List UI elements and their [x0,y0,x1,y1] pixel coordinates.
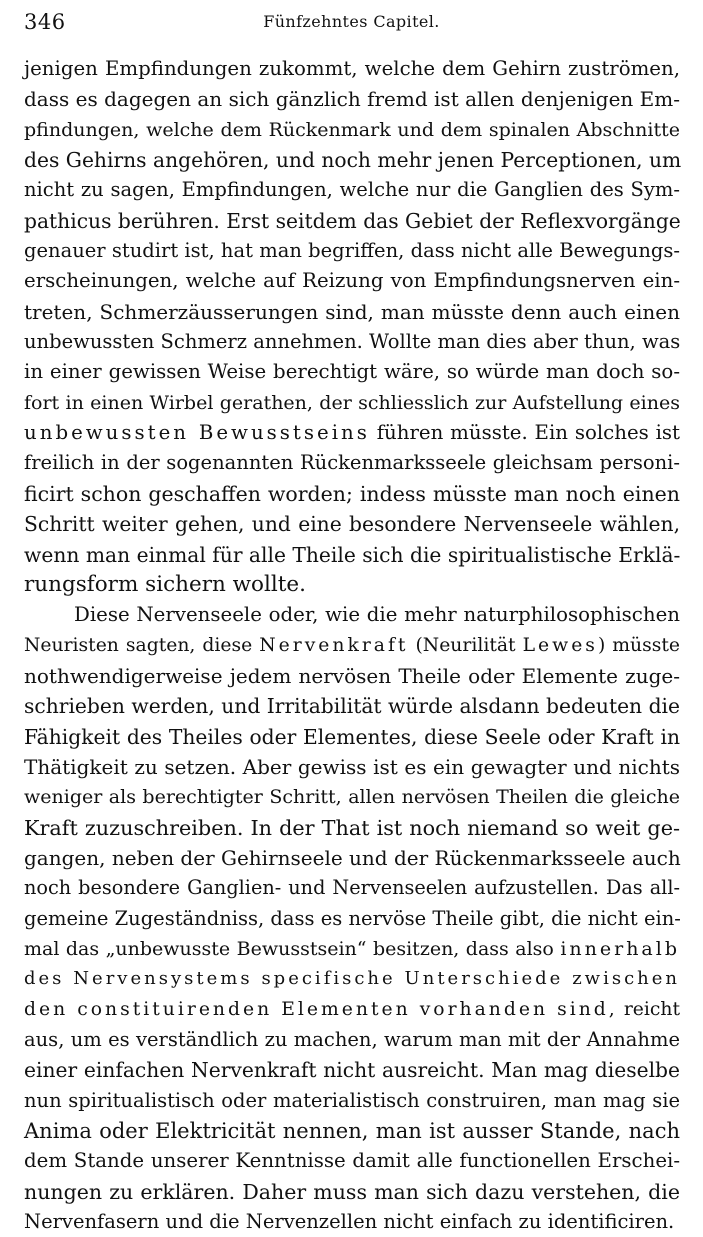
text-line: rungsform sichern wollte. [24,571,306,597]
text-line: aus, um es verständlich zu machen, warum man mit der Annahme [24,1028,680,1051]
text-segment: reicht [617,998,680,1020]
text-line: pathicus berühren. Erst seitdem das Gebiet der Reflexvorgänge [24,208,681,233]
text-line: erscheinungen, welche auf Reizung von Empfindungsnerven ein- [24,269,680,293]
text-line: dass es dagegen an sich gänzlich fremd ist allen denjenigen Em- [24,87,680,112]
text-segment: mal das „unbewusste Bewusstsein“ besitzen, dass also [24,937,561,960]
text-line: gangen, neben der Gehirnseele und der Rückenmarksseele auch [24,845,681,870]
text-line: unbewussten Schmerz annehmen. Wollte man dies aber thun, was [24,330,681,354]
text-line: jenigen Empfindungen zukommt, welche dem Gehirn zuströmen, [24,57,680,80]
text-line: weniger als berechtigter Schritt, allen nervösen Theilen die gleiche [24,786,680,809]
text-line: in einer gewissen Weise berechtigt wäre, so würde man doch so- [24,360,680,384]
spaced-emphasis: unbewussten Bewusstseins [24,421,370,445]
text-line: Kraft zuzuschreiben. In der That ist noch niemand so weit ge- [24,815,680,840]
text-line: pfindungen, welche dem Rückenmark und dem spinalen Abschnitte [24,118,680,141]
text-segment: ) müsste [597,634,681,656]
text-line: noch besondere Ganglien- und Nervenseelen aufzustellen. Das all- [24,876,680,900]
text-line: des Gehirns angehören, und noch mehr jenen Perceptionen, um [24,148,682,173]
text-line [24,631,680,661]
spaced-emphasis: innerhalb [560,937,680,960]
text-line: ficirt schon geschaffen worden; indess müsste man noch einen [24,481,680,506]
text-line: einer einfachen Nervenkraft nicht ausreicht. Man mag dieselbe [24,1058,680,1083]
text-segment: Neuristen sagten, diese [24,634,260,656]
page-number: 346 [24,10,66,34]
text-line: Nervenfasern und die Nervenzellen nicht einfach zu identificiren. [24,1210,675,1234]
text-line: treten, Schmerzäusserungen sind, man müsste denn auch einen [24,299,680,324]
running-head [0,0,703,40]
text-segment: (Neurilität [408,634,523,656]
text-line: dem Stande unserer Kenntnisse damit alle functionellen Erschei- [24,1149,680,1173]
text-line: nicht zu sagen, Empfindungen, welche nur die Ganglien des Sym- [24,178,680,202]
text-line: genauer studirt ist, hat man begriffen, dass nicht alle Bewegungs- [24,239,680,263]
text-line [24,418,680,448]
text-line [24,934,680,964]
text-line: gemeine Zugeständniss, dass es nervöse Theile gibt, die nicht ein- [24,906,681,930]
text-segment: führen müsste. Ein solches ist [369,421,680,445]
text-line: wenn man einmal für alle Theile sich die spiritualistische Erklä- [24,542,681,567]
text-line: fort in einen Wirbel gerathen, der schliesslich zur Aufstellung eines [24,391,680,414]
text-line: des Nervensystems specifische Unterschiede zwischen [24,968,680,990]
text-line: freilich in der sogenannten Rückenmarksseele gleichsam personi- [24,451,680,475]
text-line: nothwendigerweise jedem nervösen Theile oder Elemente zuge- [24,663,680,688]
text-line: Schritt weiter gehen, und eine besondere Nervenseele wählen, [24,512,680,537]
text-line [24,995,680,1025]
text-line: nun spiritualistisch oder materialistisch construiren, man mag sie [24,1088,680,1112]
text-line: schrieben werden, und Irritabilität würde alsdann bedeuten die [24,694,680,719]
spaced-emphasis: Nervenkraft [259,634,409,656]
body-text [24,54,680,1237]
spaced-emphasis: den constituirenden Elementen vorhanden sind, [24,998,618,1020]
text-line: nungen zu erklären. Daher muss man sich dazu verstehen, die [24,1179,680,1204]
text-line: Thätigkeit zu setzen. Aber gewiss ist es ein gewagter und nichts [24,754,680,779]
running-title: Fünfzehntes Capitel. [263,12,440,31]
text-line: Anima oder Elektricität nennen, man ist ausser Stande, nach [24,1119,680,1144]
text-line: Diese Nervenseele oder, wie die mehr naturphilosophischen [74,603,680,627]
spaced-emphasis: Lewes [522,634,598,656]
text-line: Fähigkeit des Theiles oder Elementes, diese Seele oder Kraft in [24,724,680,749]
